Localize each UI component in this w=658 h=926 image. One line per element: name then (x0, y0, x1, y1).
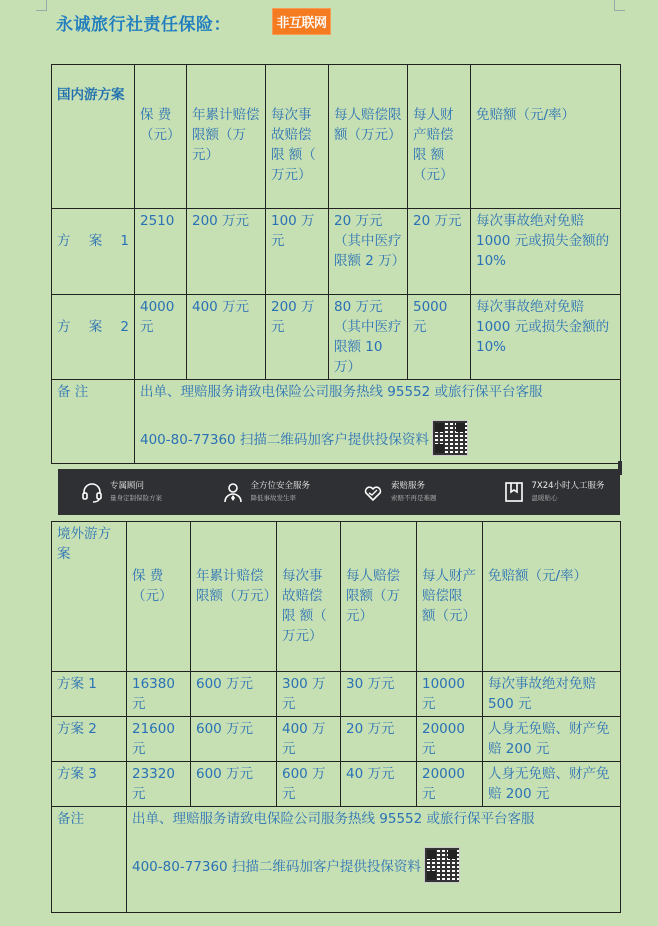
annual-limit-cell: 400 万元 (187, 295, 266, 380)
header-per-accident-limit: 每次事故赔偿限 额（ 万元） (277, 522, 341, 672)
header-plan: 境外游方案 (52, 522, 127, 672)
note-second-line (140, 420, 615, 450)
premium-cell: 16380 元 (127, 672, 191, 717)
per-person-cell: 80 万元（其中医疗限额 10 万） (329, 295, 408, 380)
plan-name: 方 案 1 (52, 209, 135, 295)
bookmark-icon (502, 480, 526, 504)
service-item (480, 480, 621, 504)
table-row (52, 717, 621, 762)
annual-limit-cell: 200 万元 (187, 209, 266, 295)
note-content (135, 380, 621, 464)
service-title: 索赔服务 (391, 481, 426, 491)
note-contact-text: 400-80-77360 扫描二维码加客户提供投保资料 (140, 432, 429, 448)
heart-hands-icon (361, 480, 385, 504)
per-person-cell: 20 万元 (341, 717, 417, 762)
note-row (52, 380, 621, 464)
header-per-accident-limit: 每次事故赔偿限 额（ 万元） (266, 65, 329, 209)
deductible-cell: 人身无免赔、财产免赔 200 元 (483, 762, 621, 807)
domestic-plan-table (51, 64, 621, 464)
note-second-line (132, 847, 615, 877)
per-accident-cell: 100 万元 (266, 209, 329, 295)
plan-name: 方案 3 (52, 762, 127, 807)
per-accident-cell: 400 万元 (277, 717, 341, 762)
service-subtitle: 降低事故发生率 (250, 494, 296, 502)
header-deductible: 免赔额（元/率） (471, 65, 621, 209)
service-title: 7X24小时人工服务 (531, 481, 605, 491)
note-hotline-text: 出单、理赔服务请致电保险公司服务热线 95552 或旅行保平台客服 (140, 384, 543, 400)
service-item (58, 480, 199, 504)
note-contact-text: 400-80-77360 扫描二维码加客户提供投保资料 (132, 859, 421, 875)
header-premium: 保 费（元） (127, 522, 191, 672)
premium-cell: 2510 (135, 209, 187, 295)
property-cell: 20 万元 (408, 209, 471, 295)
per-accident-cell: 200 万元 (266, 295, 329, 380)
annual-limit-cell: 600 万元 (191, 672, 277, 717)
service-title: 全方位安全服务 (250, 481, 311, 491)
service-item (339, 480, 480, 504)
page-corner-mark (36, 0, 47, 11)
service-subtitle: 量身定制保险方案 (110, 494, 162, 502)
header-property-limit: 每人财产赔偿限 额（元） (408, 65, 471, 209)
header-deductible: 免赔额（元/率） (483, 522, 621, 672)
property-cell: 5000 元 (408, 295, 471, 380)
page-title: 永诚旅行社责任保险： (56, 15, 231, 35)
qr-code-icon (432, 420, 468, 456)
header-plan: 国内游方案 (52, 65, 135, 209)
note-label: 备 注 (52, 380, 135, 464)
premium-cell: 4000 元 (135, 295, 187, 380)
header-premium: 保 费（元） (135, 65, 187, 209)
service-banner (58, 469, 620, 515)
banner-edge (618, 461, 622, 475)
table-row (52, 295, 621, 380)
annual-limit-cell: 600 万元 (191, 717, 277, 762)
service-subtitle: 温暖贴心 (531, 494, 558, 502)
plan-name: 方案 1 (52, 672, 127, 717)
per-person-cell: 40 万元 (341, 762, 417, 807)
service-title: 专属顾问 (110, 481, 145, 491)
service-subtitle: 索赔不再是难题 (391, 494, 437, 502)
header-annual-limit: 年累计赔偿限额（万元） (187, 65, 266, 209)
property-cell: 10000 元 (417, 672, 483, 717)
note-label: 备注 (52, 807, 127, 913)
note-content (127, 807, 621, 913)
table-row (52, 672, 621, 717)
deductible-cell: 人身无免赔、财产免赔 200 元 (483, 717, 621, 762)
annual-limit-cell: 600 万元 (191, 762, 277, 807)
shield-person-icon (221, 480, 245, 504)
premium-cell: 23320 元 (127, 762, 191, 807)
table-row (52, 762, 621, 807)
header-per-person-limit: 每人赔偿限额（万元） (329, 65, 408, 209)
page-corner-mark (614, 0, 625, 11)
deductible-cell: 每次事故绝对免赔 1000 元或损失金额的 10% (471, 209, 621, 295)
deductible-cell: 每次事故绝对免赔 500 元 (483, 672, 621, 717)
deductible-cell: 每次事故绝对免赔 1000 元或损失金额的 10% (471, 295, 621, 380)
service-item (199, 480, 340, 504)
per-accident-cell: 600 万元 (277, 762, 341, 807)
plan-name: 方案 2 (52, 717, 127, 762)
table-header-row (52, 522, 621, 672)
header-property-limit: 每人财产赔偿限 额（元） (417, 522, 483, 672)
table-header-row (52, 65, 621, 209)
headset-icon (80, 480, 104, 504)
per-person-cell: 20 万元（其中医疗限额 2 万） (329, 209, 408, 295)
per-person-cell: 30 万元 (341, 672, 417, 717)
property-cell: 20000 元 (417, 762, 483, 807)
table-row (52, 209, 621, 295)
note-hotline-text: 出单、理赔服务请致电保险公司服务热线 95552 或旅行保平台客服 (132, 811, 535, 827)
premium-cell: 21600 元 (127, 717, 191, 762)
qr-code-icon (424, 847, 460, 883)
header-annual-limit: 年累计赔偿限额（万元） (191, 522, 277, 672)
header-per-person-limit: 每人赔偿限额（万元） (341, 522, 417, 672)
non-internet-badge: 非互联网 (272, 8, 331, 35)
note-row (52, 807, 621, 913)
overseas-plan-table (51, 521, 621, 913)
property-cell: 20000 元 (417, 717, 483, 762)
per-accident-cell: 300 万元 (277, 672, 341, 717)
plan-name: 方 案 2 (52, 295, 135, 380)
